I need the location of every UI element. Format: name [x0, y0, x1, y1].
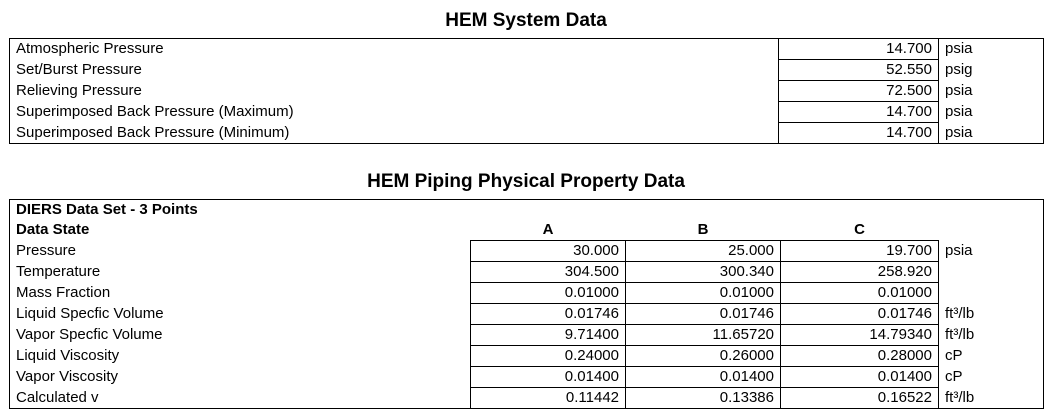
row-label: Liquid Viscosity	[16, 347, 120, 364]
value-c: 0.01000	[781, 283, 939, 304]
row-label: Calculated v	[16, 388, 99, 406]
value-c: 0.28000	[781, 346, 939, 367]
row-unit: psia	[939, 102, 1044, 123]
table-row	[10, 262, 1044, 283]
row-label: Pressure	[16, 242, 77, 259]
value-c: 14.79340	[781, 325, 939, 346]
data-state-label: Data State	[16, 221, 90, 239]
value-a: 0.01746	[471, 304, 626, 325]
column-header-row	[10, 220, 1044, 241]
value-b: 0.01400	[626, 367, 781, 388]
row-label: Vapor Specfic Volume	[16, 326, 163, 343]
row-value: 14.700	[779, 39, 939, 60]
row-unit	[939, 283, 1044, 304]
table-row	[10, 304, 1044, 325]
row-value: 14.700	[779, 123, 939, 144]
value-c: 0.01746	[781, 304, 939, 325]
value-b: 0.01746	[626, 304, 781, 325]
value-c: 19.700	[781, 241, 939, 262]
row-value: 52.550	[779, 60, 939, 81]
value-a: 0.24000	[471, 346, 626, 367]
value-b: 0.26000	[626, 346, 781, 367]
row-unit: psia	[939, 81, 1044, 102]
value-b: 11.65720	[626, 325, 781, 346]
row-unit: psia	[939, 123, 1044, 144]
row-unit: ft³/lb	[939, 388, 1044, 409]
row-unit: ft³/lb	[939, 325, 1044, 346]
row-label: Temperature	[16, 263, 101, 280]
table-row	[10, 39, 1044, 60]
value-a: 0.11442	[471, 388, 626, 409]
row-label: Vapor Viscosity	[16, 368, 118, 385]
table-row	[10, 325, 1044, 346]
table-row	[10, 81, 1044, 102]
dataset-label: DIERS Data Set - 3 Points	[16, 201, 198, 218]
piping-data-title: HEM Piping Physical Property Data	[367, 171, 685, 192]
value-a: 9.71400	[471, 325, 626, 346]
row-label: Superimposed Back Pressure (Minimum)	[16, 123, 290, 141]
table-row	[10, 60, 1044, 81]
row-label: Set/Burst Pressure	[16, 61, 142, 78]
value-a: 30.000	[471, 241, 626, 262]
row-unit: psia	[939, 241, 1044, 262]
row-unit	[939, 262, 1044, 283]
row-label: Mass Fraction	[16, 284, 111, 301]
system-data-table	[9, 38, 1044, 144]
row-unit: cP	[939, 367, 1044, 388]
dataset-row	[10, 200, 1044, 221]
row-label: Liquid Specfic Volume	[16, 305, 164, 322]
column-header-c: C	[854, 221, 865, 238]
value-b: 25.000	[626, 241, 781, 262]
value-c: 258.920	[781, 262, 939, 283]
row-value: 14.700	[779, 102, 939, 123]
column-header-b: B	[697, 221, 709, 238]
system-data-title: HEM System Data	[445, 10, 607, 31]
row-unit: ft³/lb	[939, 304, 1044, 325]
row-unit: psig	[939, 60, 1044, 81]
row-unit: cP	[939, 346, 1044, 367]
piping-data-table	[9, 199, 1044, 409]
value-b: 0.01000	[626, 283, 781, 304]
table-row	[10, 367, 1044, 388]
value-b: 0.13386	[626, 388, 781, 409]
column-header-a: A	[542, 221, 554, 238]
row-label: Superimposed Back Pressure (Maximum)	[16, 103, 294, 120]
row-label: Relieving Pressure	[16, 82, 142, 99]
table-row	[10, 388, 1044, 409]
value-c: 0.16522	[781, 388, 939, 409]
table-row	[10, 241, 1044, 262]
value-b: 300.340	[626, 262, 781, 283]
row-value: 72.500	[779, 81, 939, 102]
value-a: 0.01000	[471, 283, 626, 304]
table-row	[10, 123, 1044, 144]
row-label: Atmospheric Pressure	[16, 40, 164, 58]
value-a: 0.01400	[471, 367, 626, 388]
value-c: 0.01400	[781, 367, 939, 388]
table-row	[10, 102, 1044, 123]
table-row	[10, 283, 1044, 304]
table-row	[10, 346, 1044, 367]
row-unit: psia	[939, 39, 1044, 60]
value-a: 304.500	[471, 262, 626, 283]
